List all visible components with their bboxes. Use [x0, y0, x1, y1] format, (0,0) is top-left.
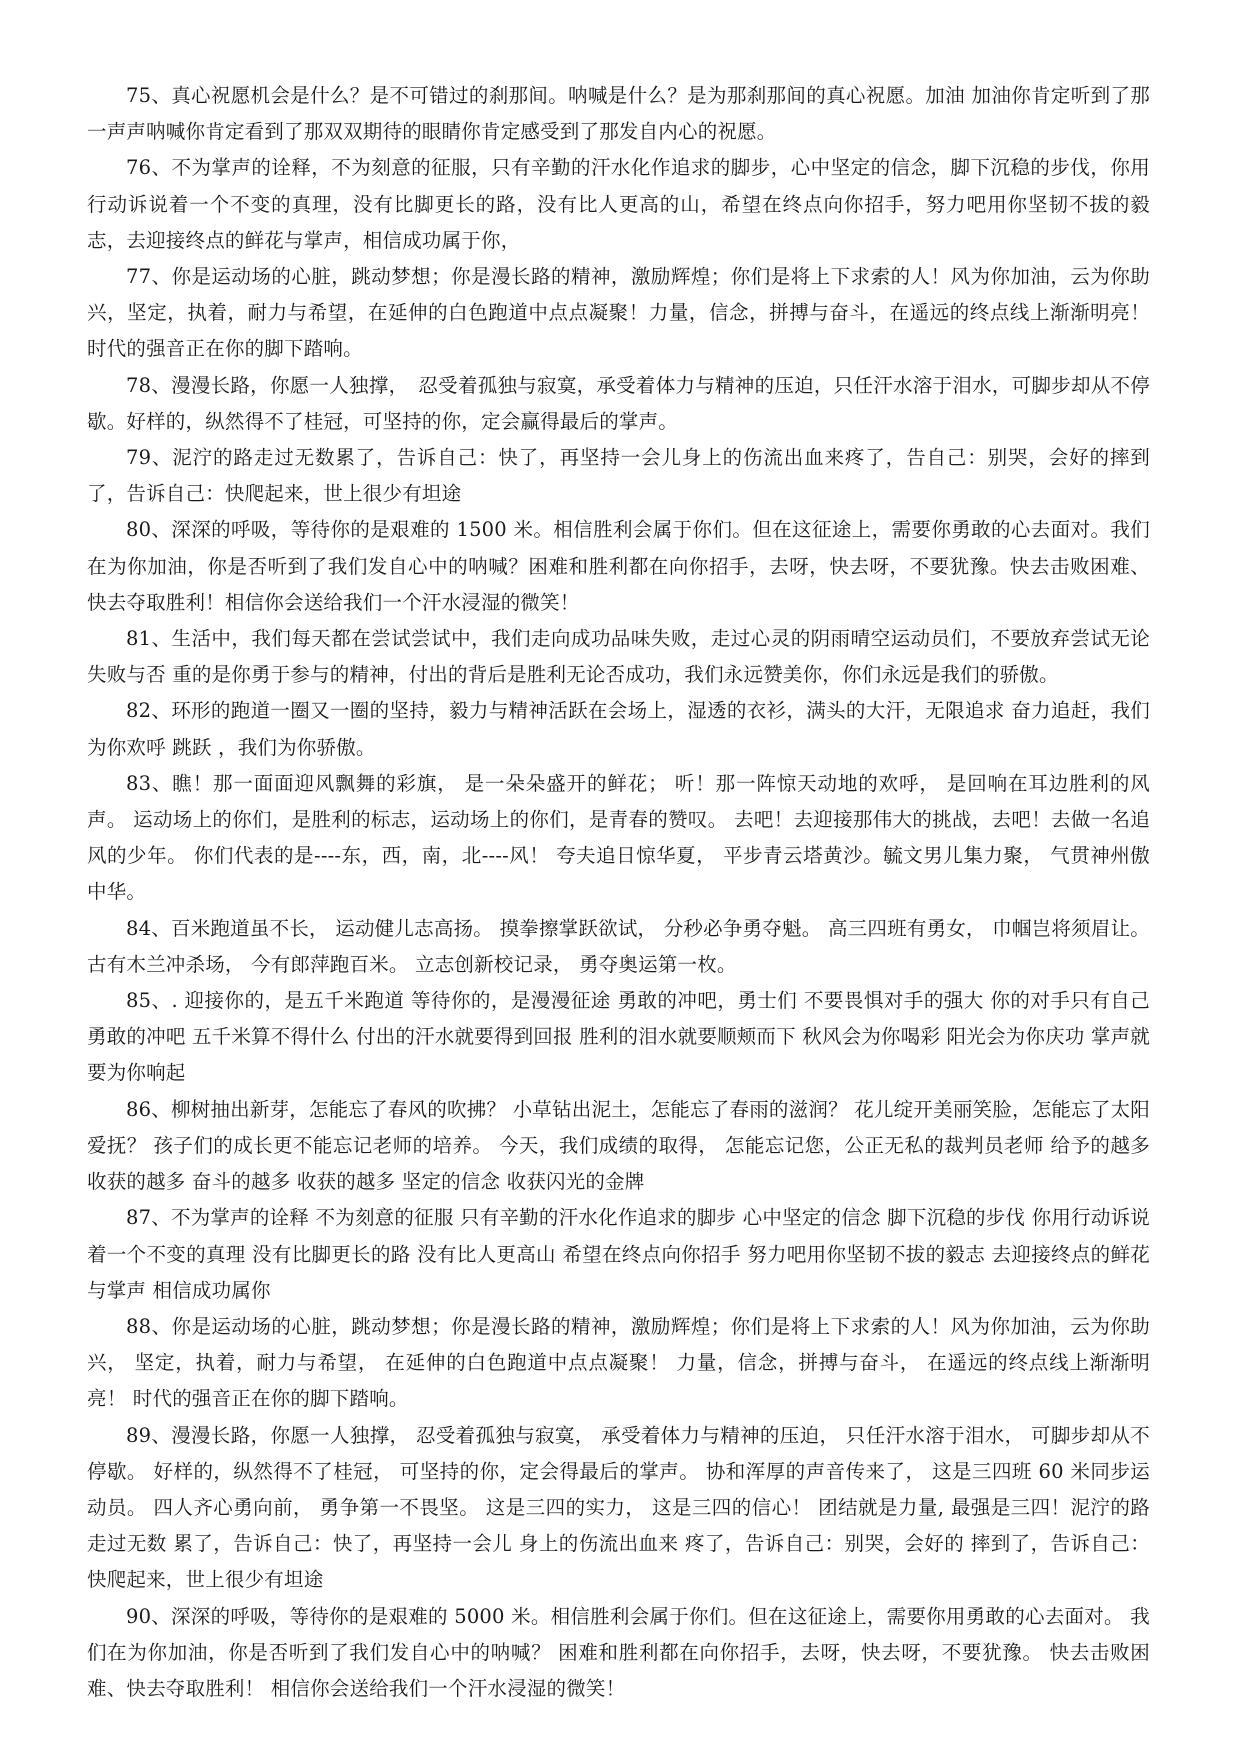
paragraph-79: 79、泥泞的路走过无数累了，告诉自己：快了，再坚持一会儿身上的伤流出血来疼了，告自己：别哭，会好的摔到了，告诉自己：快爬起来，世上很少有坦途 [87, 446, 1150, 506]
paragraph-83: 83、瞧！那一面面迎风飘舞的彩旗， 是一朵朵盛开的鲜花； 听！那一阵惊天动地的欢呼， 是回响在耳边胜利的风声。 运动场上的你们，是胜利的标志，运动场上的你们，是青春的赞叹。 去吧！去迎接那伟大的挑战，去吧！去做一名追风的少年。 你们代表的是----东，西，南，北----风！ 夸夫追日惊华夏， 平步青云塔黄沙。毓文男儿集力聚， 气贯神州傲中华。 [87, 771, 1150, 904]
paragraph-85: 85、. 迎接你的，是五千米跑道 等待你的，是漫漫征途 勇敢的冲吧，勇士们 不要畏惧对手的强大 你的对手只有自己 勇敢的冲吧 五千米算不得什么 付出的汗水就要得到回报 胜利的泪水就要顺颊而下 秋风会为你喝彩 阳光会为你庆功 掌声就要为你响起 [87, 989, 1150, 1085]
paragraph-77: 77、你是运动场的心脏，跳动梦想；你是漫长路的精神，激励辉煌；你们是将上下求索的人！风为你加油，云为你助兴，坚定，执着，耐力与希望，在延伸的白色跑道中点点凝聚！力量，信念，拼搏与奋斗，在遥远的终点线上渐渐明亮！时代的强音正在你的脚下踏响。 [87, 265, 1150, 361]
paragraph-82: 82、环形的跑道一圈又一圈的坚持，毅力与精神活跃在会场上，湿透的衣衫，满头的大汗，无限追求 奋力追赶，我们为你欢呼 跳跃 ，我们为你骄傲。 [87, 699, 1150, 759]
paragraph-75: 75、真心祝愿机会是什么？是不可错过的刹那间。呐喊是什么？是为那刹那间的真心祝愿。加油 加油你肯定听到了那一声声呐喊你肯定看到了那双双期待的眼睛你肯定感受到了那发自内心的祝愿。 [87, 84, 1150, 144]
paragraph-84: 84、百米跑道虽不长， 运动健儿志高扬。 摸拳擦掌跃欲试， 分秒必争勇夺魁。 高三四班有勇女， 巾帼岂将须眉让。 古有木兰冲杀场， 今有郎萍跑百米。 立志创新校记录， 勇夺奥运第一枚。 [87, 916, 1150, 976]
paragraph-81: 81、生活中，我们每天都在尝试尝试中，我们走向成功品味失败，走过心灵的阴雨晴空运动员们，不要放弃尝试无论失败与否 重的是你勇于参与的精神，付出的背后是胜利无论否成功，我们永远赞美你，你们永远是我们的骄傲。 [87, 627, 1150, 687]
paragraph-76: 76、不为掌声的诠释，不为刻意的征服，只有辛勤的汗水化作追求的脚步，心中坚定的信念，脚下沉稳的步伐，你用行动诉说着一个不变的真理，没有比脚更长的路，没有比人更高的山，希望在终点向你招手，努力吧用你坚韧不拔的毅志，去迎接终点的鲜花与掌声，相信成功属于你， [87, 156, 1150, 252]
paragraph-87: 87、不为掌声的诠释 不为刻意的征服 只有辛勤的汗水化作追求的脚步 心中坚定的信念 脚下沉稳的步伐 你用行动诉说着一个不变的真理 没有比脚更长的路 没有比人更高山 希望在终点向你招手 努力吧用你坚韧不拔的毅志 去迎接终点的鲜花与掌声 相信成功属你 [87, 1206, 1150, 1302]
paragraph-90: 90、深深的呼吸，等待你的是艰难的 5000 米。相信胜利会属于你们。但在这征途上，需要你用勇敢的心去面对。 我们在为你加油，你是否听到了我们发自心中的呐喊？ 困难和胜利都在向你招手，去呀，快去呀，不要犹豫。 快去击败困难、快去夺取胜利！ 相信你会送给我们一个汗水浸湿的微笑！ [87, 1604, 1150, 1700]
paragraph-80: 80、深深的呼吸，等待你的是艰难的 1500 米。相信胜利会属于你们。但在这征途上，需要你勇敢的心去面对。我们在为你加油，你是否听到了我们发自心中的呐喊？困难和胜利都在向你招手，去呀，快去呀，不要犹豫。快去击败困难、快去夺取胜利！相信你会送给我们一个汗水浸湿的微笑！ [87, 518, 1150, 614]
paragraph-78: 78、漫漫长路，你愿一人独撑， 忍受着孤独与寂寞，承受着体力与精神的压迫，只任汗水溶于泪水，可脚步却从不停歇。好样的，纵然得不了桂冠，可坚持的你，定会赢得最后的掌声。 [87, 373, 1150, 433]
paragraph-86: 86、柳树抽出新芽，怎能忘了春风的吹拂？ 小草钻出泥土，怎能忘了春雨的滋润？ 花儿绽开美丽笑脸，怎能忘了太阳爱抚？ 孩子们的成长更不能忘记老师的培养。 今天，我们成绩的取得， 怎能忘记您，公正无私的裁判员老师 给予的越多 收获的越多 奋斗的越多 收获的越多 坚定的信念 收获闪光的金牌 [87, 1097, 1150, 1194]
paragraph-88: 88、你是运动场的心脏，跳动梦想；你是漫长路的精神，激励辉煌；你们是将上下求索的人！风为你加油，云为你助兴， 坚定，执着，耐力与希望， 在延伸的白色跑道中点点凝聚！ 力量，信念，拼搏与奋斗， 在遥远的终点线上渐渐明亮！ 时代的强音正在你的脚下踏响。 [87, 1314, 1150, 1411]
paragraph-89: 89、漫漫长路，你愿一人独撑， 忍受着孤独与寂寞， 承受着体力与精神的压迫， 只任汗水溶于泪水， 可脚步却从不停歇。 好样的，纵然得不了桂冠， 可坚持的你，定会得最后的掌声。 协和浑厚的声音传来了， 这是三四班 60 米同步运动员。 四人齐心勇向前， 勇争第一不畏坚。 这是三四的实力， 这是三四的信心！ 团结就是力量, 最强是三四！泥泞的路走过无数 累了，告诉自己：快了，再坚持一会儿 身上的伤流出血来 疼了，告诉自己：别哭，会好的 摔到了，告诉自己：快爬起来，世上很少有坦途 [87, 1423, 1150, 1592]
document-body [87, 78, 1150, 1707]
